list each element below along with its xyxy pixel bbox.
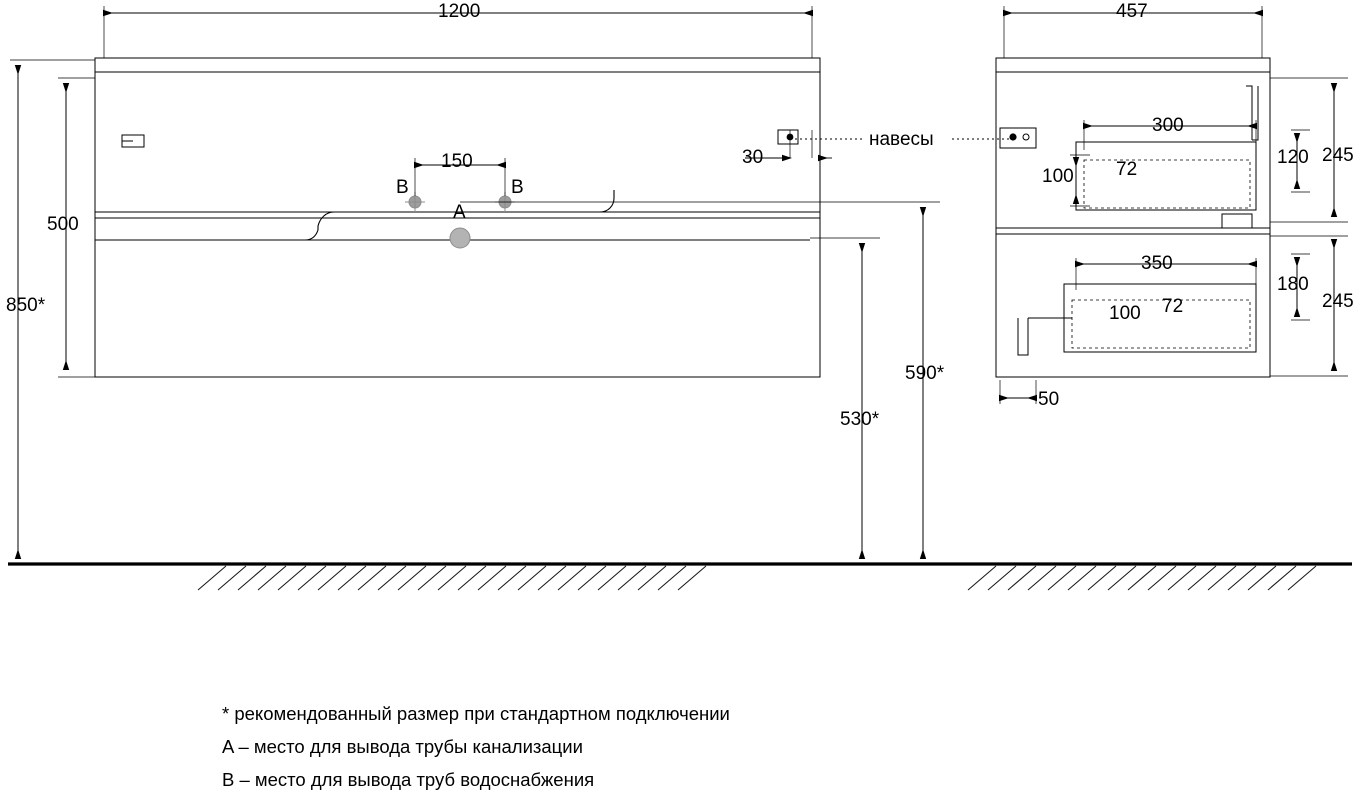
dim-label-cabinet-height: 500 [47, 214, 79, 235]
dim-label-upper-inner-100: 100 [1042, 166, 1074, 187]
marker-label-drain-a: A [453, 202, 466, 223]
dim-label-mount-height: 850* [6, 295, 46, 316]
dim-label-water-height: 530* [840, 409, 880, 430]
dim-label-lower-inner-72: 72 [1162, 296, 1184, 317]
dim-label-base-offset: 50 [1038, 389, 1060, 410]
dim-label-upper-total-245: 245 [1322, 145, 1354, 166]
dim-label-lower-inner-100: 100 [1109, 303, 1141, 324]
marker-label-water-b-left: B [396, 177, 409, 198]
dim-label-drain-height: 590* [905, 363, 945, 384]
dim-label-upper-drawer-depth: 300 [1152, 115, 1184, 136]
dim-label-front-width: 1200 [438, 1, 481, 22]
legend-line-recommended-size: * рекомендованный размер при стандартном подключении [222, 703, 730, 724]
legend-line-water: B – место для вывода труб водоснабжения [222, 769, 595, 790]
dim-label-lower-front-180: 180 [1277, 274, 1309, 295]
dim-label-edge-offset: 30 [742, 147, 764, 168]
dim-label-upper-front-120: 120 [1277, 147, 1309, 168]
legend-line-drain: A – место для вывода трубы канализации [222, 736, 583, 757]
dim-label-lower-drawer-depth: 350 [1141, 253, 1173, 274]
callout-label-hangers: навесы [869, 129, 934, 150]
dim-label-upper-inner-72: 72 [1116, 159, 1138, 180]
dim-label-lower-total-245: 245 [1322, 291, 1354, 312]
dim-label-water-spacing: 150 [441, 151, 473, 172]
dim-label-side-depth: 457 [1116, 1, 1148, 22]
marker-label-water-b-right: B [511, 177, 524, 198]
